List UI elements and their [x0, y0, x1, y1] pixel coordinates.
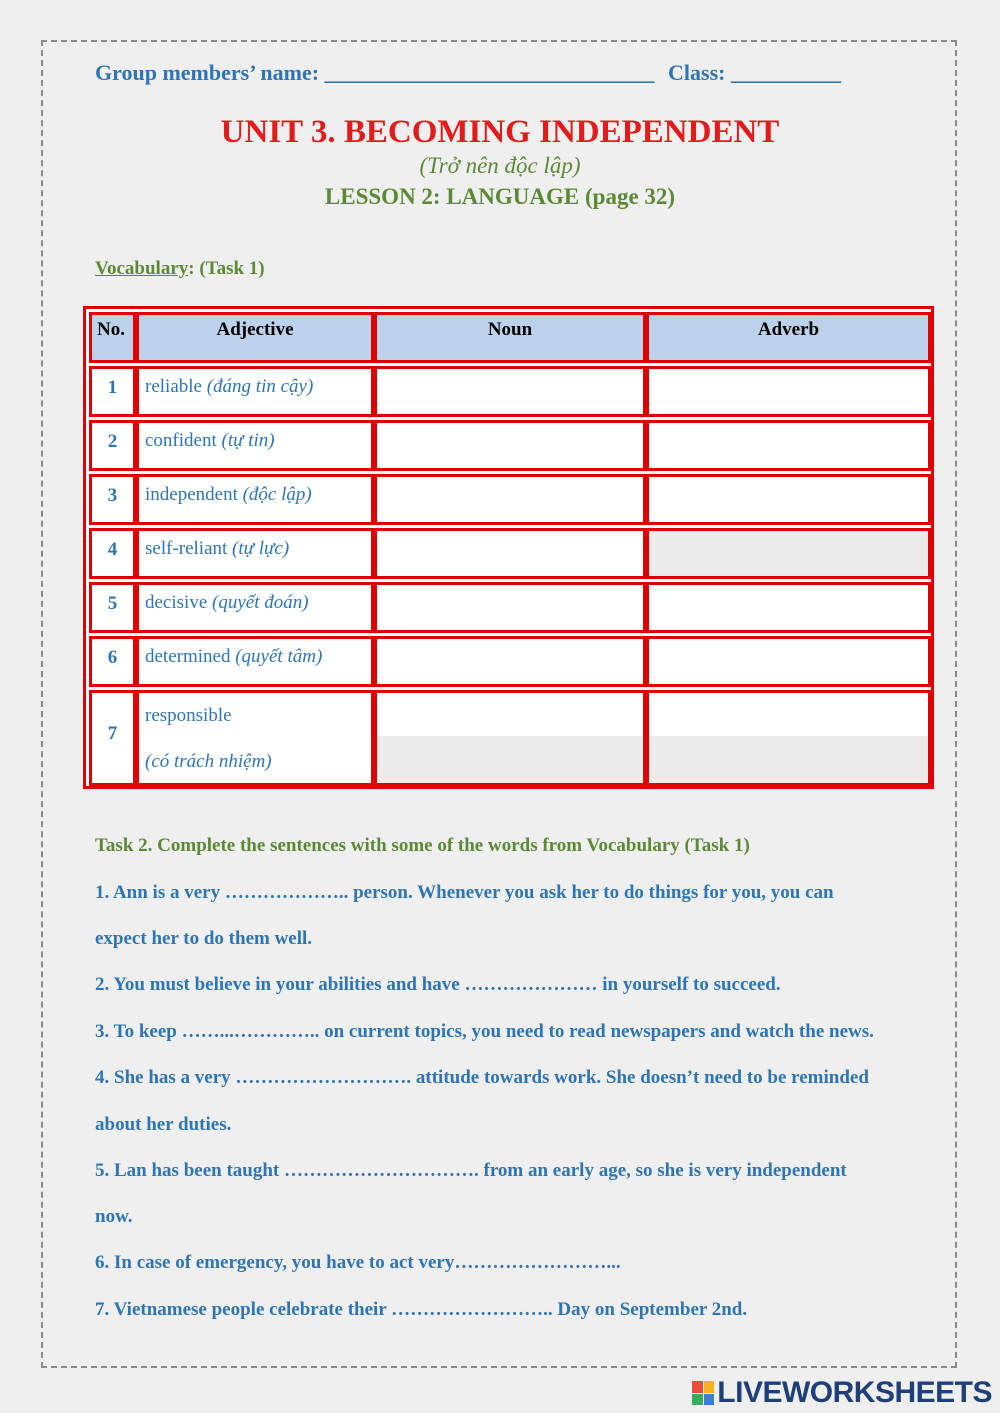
- vocabulary-task: : (Task 1): [188, 258, 265, 279]
- adjective-meaning: (quyết đoán): [212, 592, 309, 613]
- task2-sentence-7: 7. Vietnamese people celebrate their …………………….. Day on September 2nd.: [95, 1299, 748, 1320]
- liveworksheets-logo[interactable]: [692, 1378, 992, 1408]
- adjective-word: responsible: [145, 705, 232, 726]
- adjective-meaning: (có trách nhiệm): [145, 751, 272, 772]
- task2-sentence-2: 2. You must believe in your abilities and have ………………… in yourself to succeed.: [95, 974, 781, 995]
- noun-answer-field[interactable]: [374, 366, 646, 417]
- vocabulary-heading: [95, 258, 265, 280]
- adjective-cell: [136, 582, 374, 633]
- logo-square: [704, 1381, 715, 1393]
- adjective-meaning: (quyết tâm): [235, 646, 323, 667]
- row-number: 6: [89, 636, 136, 687]
- noun-answer-field[interactable]: [374, 420, 646, 471]
- noun-answer-field[interactable]: [374, 528, 646, 579]
- adjective-cell: [136, 690, 374, 786]
- task2-title: Task 2. Complete the sentences with some of the words from Vocabulary (Task 1): [95, 835, 750, 856]
- task2-sentence-3: 3. To keep ……...………….. on current topics, you need to read newspapers and watch the news.: [95, 1021, 874, 1042]
- group-members-blank[interactable]: ______________________________: [324, 60, 655, 85]
- unit-title: UNIT 3. BECOMING INDEPENDENT: [220, 114, 780, 150]
- task2-sentence-4: 4. She has a very ………………………. attitude towards work. She doesn’t need to be reminded: [95, 1067, 869, 1088]
- adjective-word: independent: [145, 484, 238, 505]
- group-header: [95, 60, 841, 86]
- adverb-answer-field[interactable]: [646, 474, 931, 525]
- adjective-cell: [136, 366, 374, 417]
- vocabulary-label: Vocabulary: [95, 258, 189, 279]
- header-adjective: Adjective: [136, 312, 374, 363]
- class-blank[interactable]: __________: [731, 60, 841, 85]
- adverb-answer-field[interactable]: [646, 528, 931, 579]
- adjective-word: reliable: [145, 376, 202, 397]
- noun-answer-field[interactable]: [374, 582, 646, 633]
- noun-answer-field[interactable]: [374, 636, 646, 687]
- adjective-meaning: (tự lực): [232, 538, 290, 559]
- row-number: 3: [89, 474, 136, 525]
- adjective-cell: [136, 474, 374, 525]
- logo-square: [704, 1394, 715, 1406]
- row-number: 4: [89, 528, 136, 579]
- header-no: No.: [89, 312, 136, 363]
- adjective-cell: [136, 528, 374, 579]
- row-number: 5: [89, 582, 136, 633]
- task2-sentence-4-cont: about her duties.: [95, 1114, 232, 1135]
- lesson-title: LESSON 2: LANGUAGE (page 32): [324, 184, 676, 209]
- adjective-word: decisive: [145, 592, 208, 613]
- liveworksheets-logo-text: LIVEWORKSHEETS: [717, 1376, 992, 1409]
- adverb-answer-field[interactable]: [646, 690, 931, 786]
- adjective-word: self-reliant: [145, 538, 228, 559]
- adjective-meaning: (độc lập): [242, 484, 312, 505]
- adverb-answer-field[interactable]: [646, 420, 931, 471]
- task2-sentence-5: 5. Lan has been taught …………………………. from an early age, so she is very independent: [95, 1160, 847, 1181]
- task2-sentence-5-cont: now.: [95, 1206, 133, 1227]
- header-adverb: Adverb: [646, 312, 931, 363]
- adjective-meaning: (tự tin): [221, 430, 275, 451]
- row-number: 7: [89, 690, 136, 786]
- noun-answer-field[interactable]: [374, 474, 646, 525]
- class-label: Class:: [668, 60, 726, 85]
- task2-sentence-1: 1. Ann is a very ……………….. person. Whenever you ask her to do things for you, you can: [95, 882, 834, 903]
- row-number: 1: [89, 366, 136, 417]
- adjective-word: determined: [145, 646, 231, 667]
- adjective-cell: [136, 636, 374, 687]
- task2-sentence-1-cont: expect her to do them well.: [95, 928, 313, 949]
- adverb-answer-field[interactable]: [646, 636, 931, 687]
- unit-subtitle: (Trở nên độc lập): [419, 153, 581, 178]
- row-number: 2: [89, 420, 136, 471]
- adverb-answer-field[interactable]: [646, 582, 931, 633]
- header-noun: Noun: [374, 312, 646, 363]
- logo-square: [692, 1381, 703, 1393]
- adjective-word: confident: [145, 430, 217, 451]
- liveworksheets-logo-icon: [692, 1381, 714, 1405]
- adjective-cell: [136, 420, 374, 471]
- adjective-meaning: (đáng tin cậy): [206, 376, 314, 397]
- logo-square: [692, 1394, 703, 1406]
- task2-sentence-6: 6. In case of emergency, you have to act very……………………...: [95, 1252, 621, 1273]
- vocabulary-table: [83, 306, 934, 789]
- group-members-label: Group members’ name:: [95, 60, 320, 85]
- noun-answer-field[interactable]: [374, 690, 646, 786]
- adverb-answer-field[interactable]: [646, 366, 931, 417]
